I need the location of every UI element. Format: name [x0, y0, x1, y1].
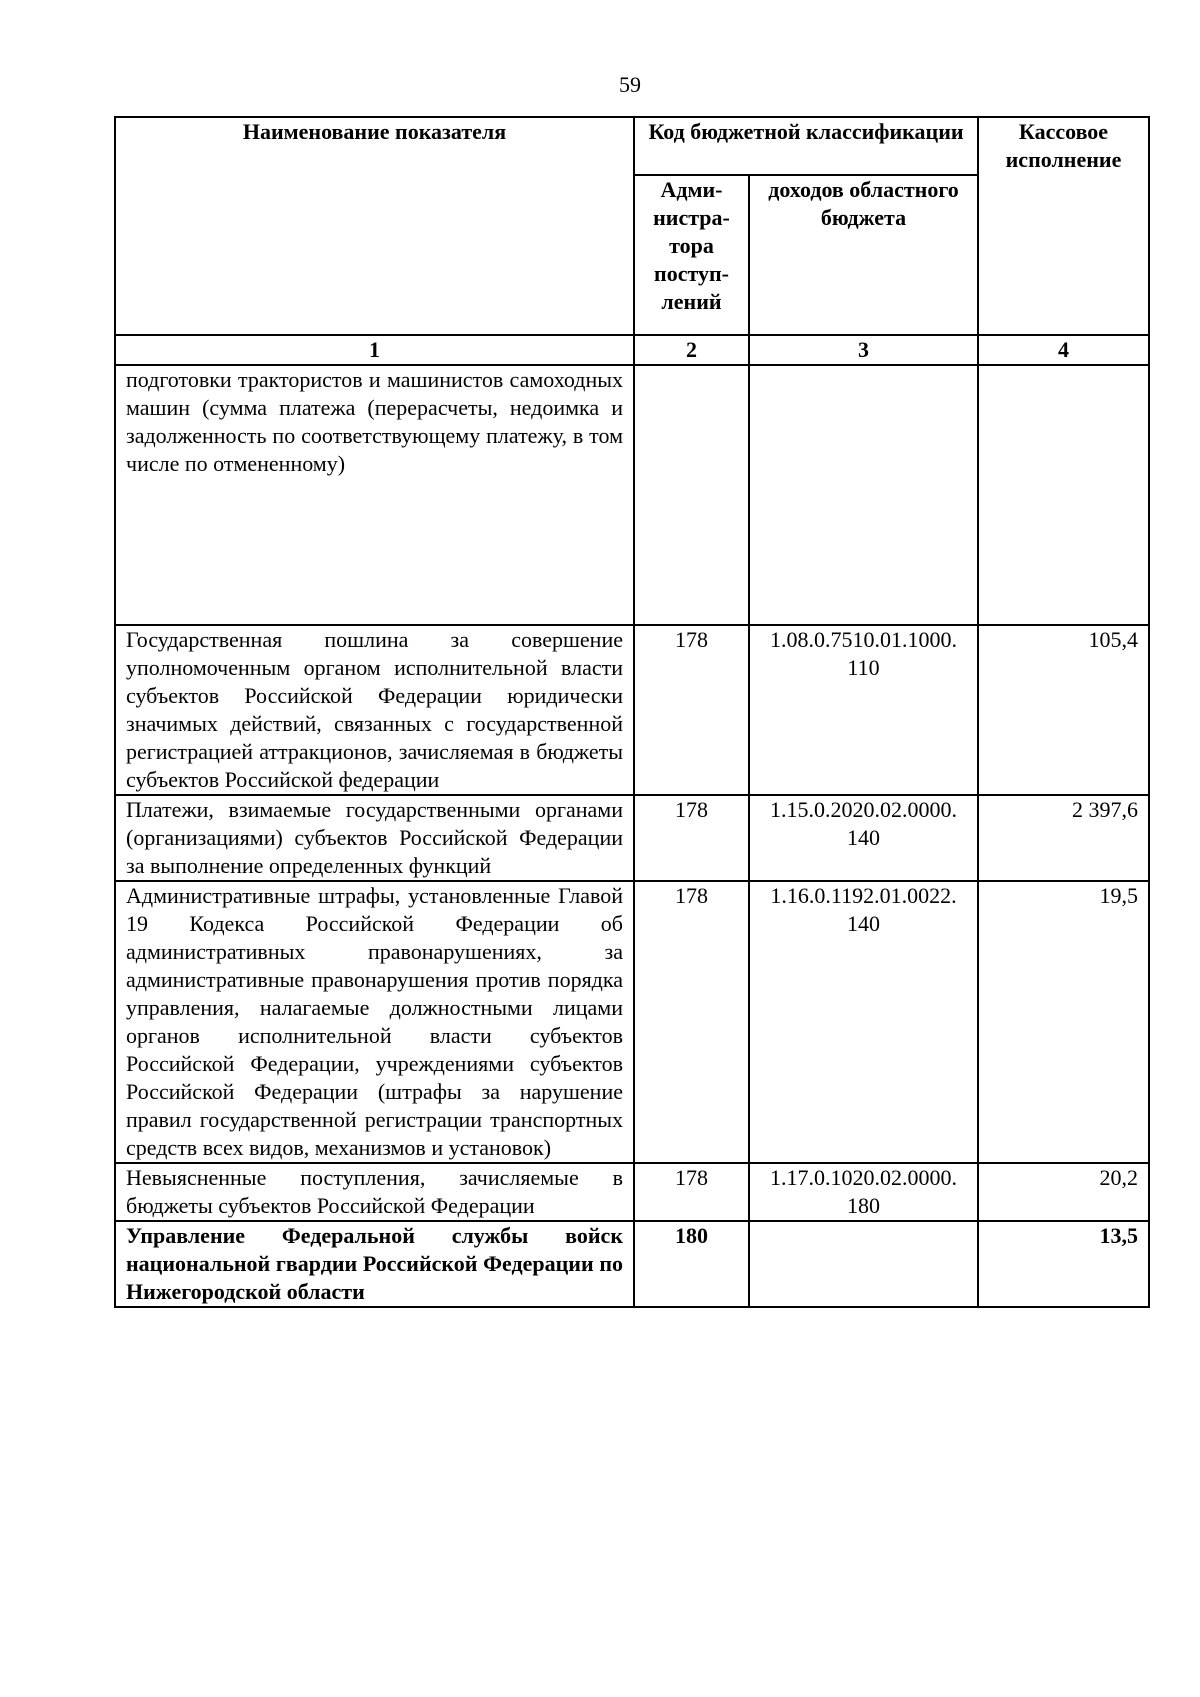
row-name: Административные штрафы, установленные Главой 19 Кодекса Российской Федерации об административных правонарушениях, за административные правонарушения против порядка управления, налагаемые должностными лицами органов исполнительной власти субъектов Российской Федерации, учреждениями субъектов Российской Федерации (штрафы за нарушение правил государственной регистрации транспортных средств всех видов, механизмов и установок): [115, 881, 634, 1163]
row-code: [749, 1221, 978, 1307]
row-amount: 19,5: [978, 881, 1149, 1163]
row-amount: 105,4: [978, 625, 1149, 795]
row-name: Невыясненные поступления, зачисляемые в бюджеты субъектов Российской Федерации: [115, 1163, 634, 1221]
row-code: 1.17.0.1020.02.0000. 180: [749, 1163, 978, 1221]
row-admin: 178: [634, 881, 749, 1163]
row-code: 1.16.0.1192.01.0022. 140: [749, 881, 978, 1163]
page-number: 59: [619, 72, 641, 97]
row-admin: 178: [634, 625, 749, 795]
table-row-total: [115, 1221, 1149, 1307]
table-row: [115, 881, 1149, 1163]
row-code: 1.08.0.7510.01.1000. 110: [749, 625, 978, 795]
row-admin: 178: [634, 1163, 749, 1221]
column-number-row: [115, 335, 1149, 365]
table-row: [115, 365, 1149, 625]
header-income: доходов областного бюджета: [749, 175, 978, 335]
header-code-group: Код бюджетной классификации: [634, 117, 978, 175]
row-name: Платежи, взимаемые государственными органами (организациями) субъектов Российской Федерации за выполнение определенных функций: [115, 795, 634, 881]
table-row: [115, 1163, 1149, 1221]
table-row: [115, 795, 1149, 881]
row-name: Управление Федеральной службы войск национальной гвардии Российской Федерации по Нижегородской области: [115, 1221, 634, 1307]
column-number: 2: [634, 335, 749, 365]
table-row: [115, 625, 1149, 795]
row-admin: 180: [634, 1221, 749, 1307]
row-admin: 178: [634, 795, 749, 881]
row-code: 1.15.0.2020.02.0000. 140: [749, 795, 978, 881]
budget-table: [114, 116, 1150, 1308]
row-amount: 20,2: [978, 1163, 1149, 1221]
header-name: Наименование показателя: [115, 117, 634, 335]
row-amount: 2 397,6: [978, 795, 1149, 881]
row-amount: [978, 365, 1149, 625]
column-number: 4: [978, 335, 1149, 365]
row-name: Государственная пошлина за совершение уполномоченным органом исполнительной власти субъектов Российской Федерации юридически значимых действий, связанных с государственной регистрацией аттракционов, зачисляемая в бюджеты субъектов Российской федерации: [115, 625, 634, 795]
table-header: [115, 117, 1149, 365]
column-number: 1: [115, 335, 634, 365]
row-admin: [634, 365, 749, 625]
row-amount: 13,5: [978, 1221, 1149, 1307]
row-code: [749, 365, 978, 625]
table-body: [115, 365, 1149, 1307]
header-admin: Адми-нистра-тора поступ-лений: [634, 175, 749, 335]
header-execution: Кассовое исполнение: [978, 117, 1149, 335]
row-name: подготовки трактористов и машинистов самоходных машин (сумма платежа (перерасчеты, недоимка и задолженность по соответствующему платежу, в том числе по отмененному): [115, 365, 634, 625]
column-number: 3: [749, 335, 978, 365]
